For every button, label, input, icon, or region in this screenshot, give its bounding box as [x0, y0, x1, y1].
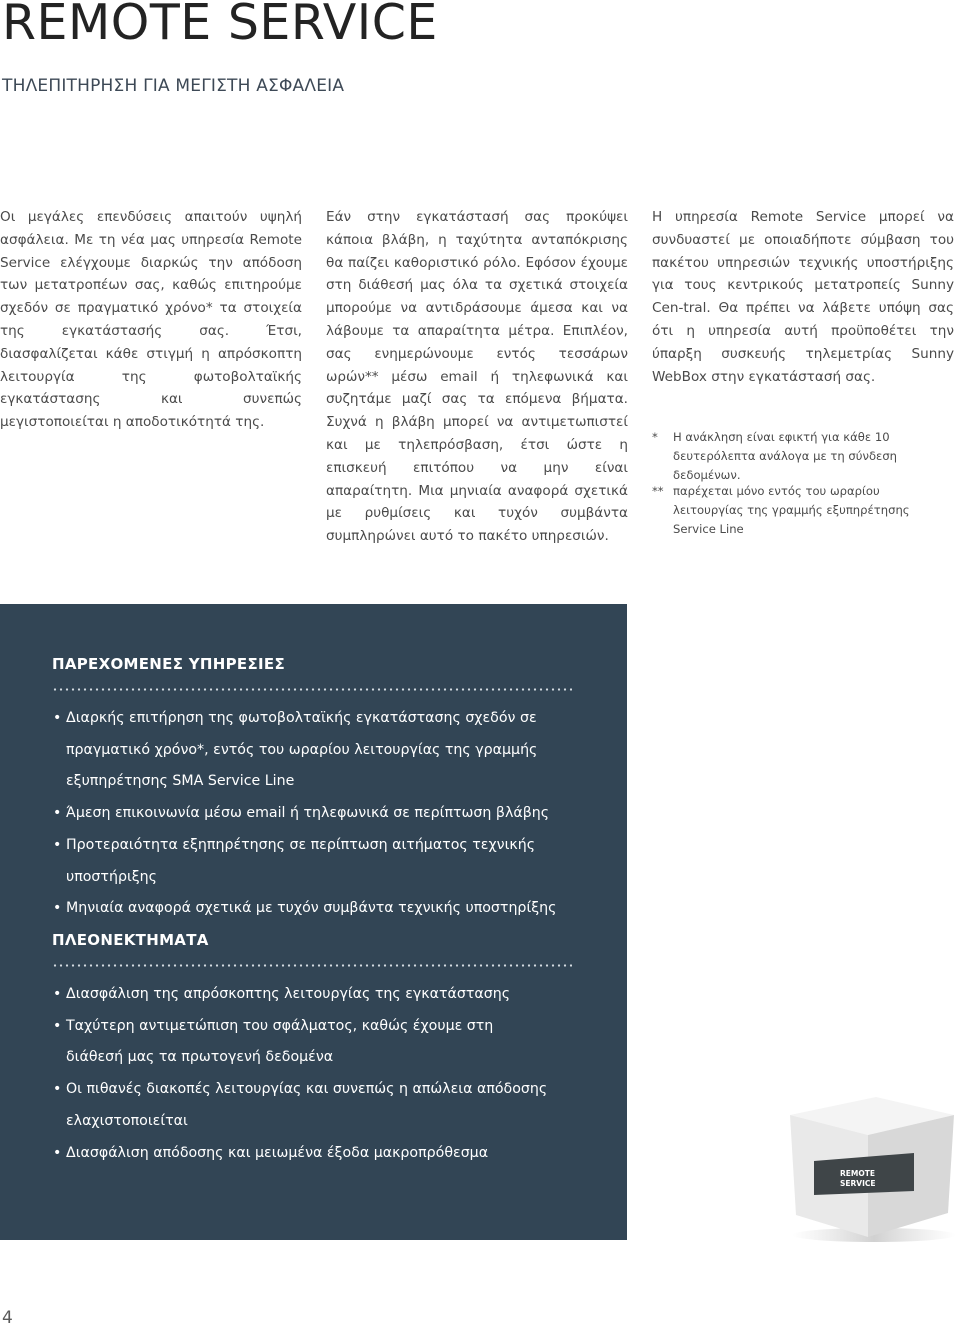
box-label-line-1: REMOTE	[840, 1169, 875, 1178]
intro-column: Οι μεγάλες επενδύσεις απαιτούν υψηλή ασφάλεια. Με τη νέα μας υπηρεσία Remote Service ελέγχουμε διαρκώς την απόδοση των μετατροπέων σας, καθώς επιτηρούμε σχεδόν σε πραγματικό χρόνο* τα στοιχεία της εγκατάστασής σας. Έτσι, διασφαλίζεται κάθε στιγμή η απρόσκοπτη λειτουργία της φωτοβολταϊκής εγκατάστασης και συνεπώς μεγιστοποιείται η αποδοτικότητά της.	[0, 209, 302, 431]
list-item	[52, 703, 612, 798]
footnote-2	[652, 482, 952, 539]
product-box-image	[784, 1085, 960, 1245]
box-label-line-2: SERVICE	[840, 1179, 876, 1188]
list-item	[52, 830, 612, 893]
list-item	[52, 979, 612, 1011]
list-item-line: Ταχύτερη αντιμετώπιση του σφάλματος, καθώς έχουμε στη	[66, 1017, 494, 1034]
compatibility-column: Η υπηρεσία Remote Service μπορεί να συνδυαστεί με οποιαδήποτε σύμβαση του πακέτου υπηρεσιών τεχνικής υποστήριξης για τους κεντρικούς μετατροπείς Sunny Cen-tral. Θα πρέπει να λάβετε υπόψη σας ότι η υπηρεσία αυτή προϋποθέτει την ύπαρξη συσκευής τηλεμετρίας Sunny WebBox στην εγκατάστασή σας.	[652, 209, 954, 385]
footnote-1	[652, 428, 952, 485]
footnote-marker: **	[652, 484, 664, 498]
footnote-text: Η ανάκληση είναι εφικτή για κάθε 10 δευτερόλεπτα ανάλογα με τη σύνδεση δεδομένων.	[673, 430, 898, 482]
list-item	[52, 1138, 612, 1170]
dotted-divider	[52, 688, 572, 691]
services-panel	[0, 604, 627, 1240]
list-item	[52, 798, 612, 830]
fault-response-column: Εάν στην εγκατάστασή σας προκύψει κάποια βλάβη, η ταχύτητα ανταπόκρισης θα παίζει καθοριστικό ρόλο. Εφόσον έχουμε στη διάθεσή μας όλα τα σχετικά στοιχεία μπορούμε να αντιδράσουμε άμεσα και να λάβουμε τα απαραίτητα μέτρα. Επιπλέον, σας ενημερώνουμε εντός τεσσάρων ωρών** μέσω email ή τηλεφωνικά και συζητάμε μαζί σας τα επόμενα βήματα. Συχνά η βλάβη μπορεί να αντιμετωπιστεί και με τηλεπρόσβαση, έτσι ώστε η επισκευή επιτόπου να μην είναι απαραίτητη. Μια μηνιαία αναφορά σχετικά με ρυθμίσεις και τυχόν συμβάντα συμπληρώνει αυτό το πακέτο υπηρεσιών.	[326, 209, 628, 545]
page-title: REMOTE SERVICE	[2, 0, 438, 51]
page-subtitle: ΤΗΛΕΠΙΤΗΡΗΣΗ ΓΙΑ ΜΕΓΙΣΤΗ ΑΣΦΑΛΕΙΑ	[2, 76, 345, 96]
list-item-line: Οι πιθανές διακοπές λειτουργίας και συνεπώς η απώλεια απόδοσης	[66, 1081, 548, 1098]
services-heading: ΠΑΡΕΧΟΜΕΝΕΣ ΥΠΗΡΕΣΙΕΣ	[52, 655, 285, 673]
list-item-line: Διασφάλιση απόδοσης και μειωμένα έξοδα μακροπρόθεσμα	[66, 1144, 489, 1161]
list-item-line: εξυπηρέτησης SMA Service Line	[66, 773, 295, 790]
page-number: 4	[2, 1308, 13, 1328]
list-item	[52, 1074, 612, 1137]
list-item	[52, 893, 612, 925]
list-item-line: Προτεραιότητα εξηπηρέτησης σε περίπτωση αιτήματος τεχνικής υποστήριξης	[66, 836, 536, 885]
list-item-line: Άμεση επικοινωνία μέσω email ή τηλεφωνικά σε περίπτωση βλάβης	[66, 805, 550, 822]
list-item-line: Διασφάλιση της απρόσκοπτης λειτουργίας της εγκατάστασης	[66, 986, 511, 1002]
benefits-list	[52, 979, 612, 1169]
dotted-divider	[52, 964, 572, 967]
benefits-heading: ΠΛΕΟΝΕΚΤΗΜΑΤΑ	[52, 931, 209, 949]
list-item-line: πραγματικό χρόνο*, εντός του ωραρίου λειτουργίας της γραμμής	[66, 741, 538, 758]
footnote-marker: *	[652, 430, 658, 444]
list-item-line: Διαρκής επιτήρηση της φωτοβολταϊκής εγκατάστασης σχεδόν σε	[66, 710, 537, 726]
list-item	[52, 1011, 612, 1074]
list-item-line: διάθεσή μας τα πρωτογενή δεδομένα	[66, 1049, 334, 1066]
services-list	[52, 703, 612, 925]
list-item-line: ελαχιστοποιείται	[66, 1112, 188, 1129]
list-item-line: Μηνιαία αναφορά σχετικά με τυχόν συμβάντα τεχνικής υποστηρίξης	[66, 900, 557, 917]
footnote-text: παρέχεται μόνο εντός του ωραρίου λειτουργίας της γραμμής εξυπηρέτησης Service Line	[673, 484, 910, 536]
